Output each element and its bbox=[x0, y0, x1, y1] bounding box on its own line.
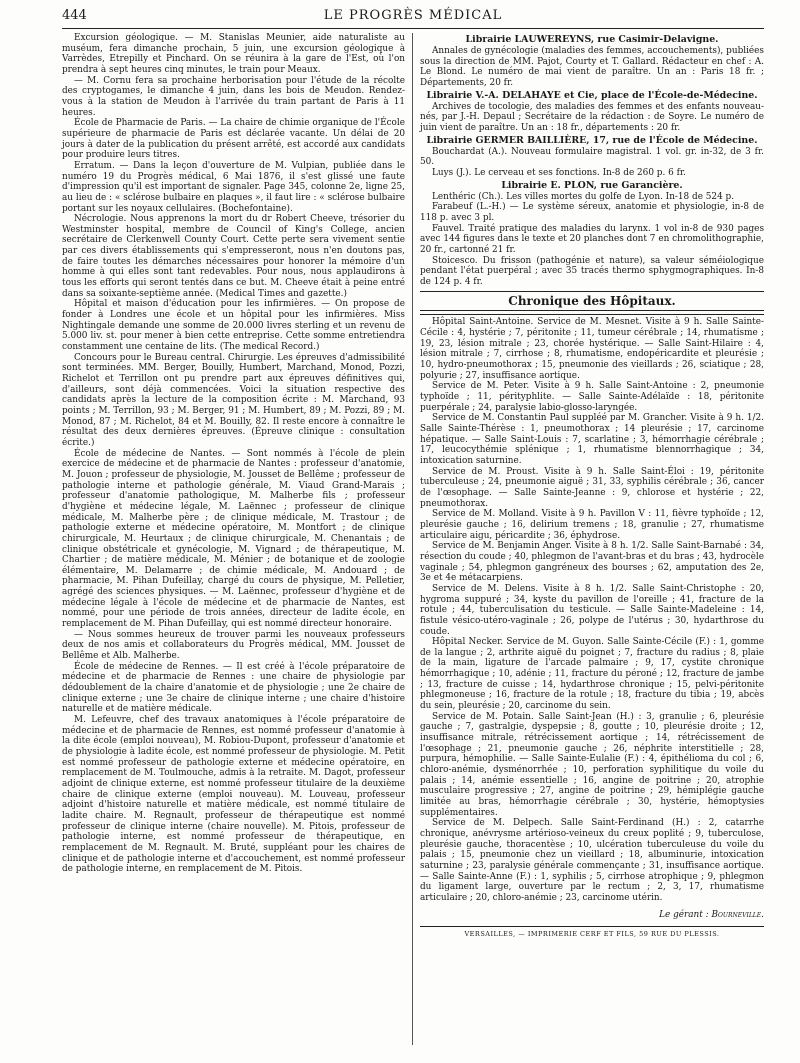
left-column bbox=[62, 33, 405, 875]
manager-signature bbox=[420, 910, 764, 921]
hospital-report: Service de M. Peter. Visite à 9 h. Salle Saint-Antoine : 2, pneumonie typhoïde ; 11, pérityphlite. — Salle Sainte-Adélaïde : 18, péritonite puerpérale ; 24, paralysie labio-glosso-laryngée. bbox=[420, 381, 764, 413]
right-column bbox=[420, 33, 764, 940]
publisher-heading: Librairie LAUWEREYNS, rue Casimir-Delavigne. bbox=[465, 34, 719, 45]
hospital-report: Hôpital Necker. Service de M. Guyon. Salle Sainte-Cécile (F.) : 1, gomme de la langue ; 2, arthrite aiguë du poignet ; 7, fracture du radius ; 8, plaie de la main, ligature de l'arcade palmaire ; 9, 17, cystite chronique hémorrhagique ; 10, adénie ; 11, fracture du péroné ; 12, fracture de jambe ; 13, fracture de cuisse ; 14, hydarthrose chronique ; 15, pelvi-péritonite phlegmoneuse ; 16, fracture de la rotule ; 18, fracture du tibia ; 19, abcès du sein, pleurésie ; 20, carcinome du sein. bbox=[420, 637, 764, 712]
page-header bbox=[62, 8, 764, 26]
hospital-report: Hôpital Saint-Antoine. Service de M. Mesnet. Visite à 9 h. Salle Sainte-Cécile : 4, hystérie ; 7, péritonite ; 11, tumeur cérébrale ; 14, rhumatisme ; 19, 23, lésion mitrale ; 23, chorée hystérique. — Salle Saint-Hilaire : 4, lésion mitrale ; 7, cirrhose ; 8, rhumatisme, endopéricardite et pleurésie ; 10, hydro-pneumothorax ; 15, pneumonie des vieillards ; 26, sciatique ; 28, polyurie ; 27, insuffisance aortique. bbox=[420, 317, 764, 381]
printer-imprint: VERSAILLES, — IMPRIMERIE CERF ET FILS, 59 RUE DU PLESSIS. bbox=[420, 926, 764, 940]
news-item: Hôpital et maison d'éducation pour les infirmières. — On propose de fonder à Londres une école et un hôpital pour les infirmières. Miss Nightingale demande une somme de 20.000 livres sterling et un revenu de 5.000 liv. st. pour mener à bien cette entreprise. Cette somme entretiendra constamment une centaine de lits. (The medical Record.) bbox=[62, 299, 405, 353]
page-number: 444 bbox=[62, 8, 87, 23]
news-item: M. Lefeuvre, chef des travaux anatomiques à l'école préparatoire de médecine et de pharmacie de Rennes, est nommé professeur d'anatomie à la dite école (emploi nouveau), M. Robiou-Dupont, professeur d'anatomie et de physiologie à ladite école, est nommé professeur de physiologie. M. Petit est nommé professeur de pathologie externe et médecine opératoire, en remplacement de M. Toulmouche, admis à la retraite. M. Dagot, professeur adjoint de clinique externe, est nommé professeur titulaire de la deuxième chaire de clinique externe (emploi nouveau). M. Louveau, professeur adjoint d'histoire naturelle et matière médicale, est nommé titulaire de ladite chaire. M. Regnault, professeur de thérapeutique est nommé professeur de clinique interne (chaire nouvelle). M. Pitois, professeur de pathologie interne, est nommé professeur de thérapeutique, en remplacement de M. Regnault. M. Bruté, suppléant pour les chaires de clinique et de pathologie interne et d'accouchement, est nommé professeur de pathologie interne, en remplacement de M. Pitois. bbox=[62, 715, 405, 875]
news-item: École de médecine de Nantes. — Sont nommés à l'école de plein exercice de médecine et de pharmacie de Nantes : professeur d'anatomie, M. Jouon ; professeur de physiologie, M. Jousset de Bellême ; professeur de pathologie interne et pathologie générale, M. Viaud Grand-Marais ; professeur d'anatomie pathologique, M. Malherbe fils ; professeur d'hygiène et médecine légale, M. Laënnec ; professeur de clinique médicale, M. Malherbe père ; de clinique médicale, M. Trastour ; de pathologie externe et médecine opératoire, M. Montfort ; de clinique chirurgicale, M. Heurtaux ; de clinique chirurgicale, M. Chenantais ; de clinique obstétricale et gynécologie, M. Vignard ; de thérapeutique, M. Chartier ; de matière médicale, M. Ménier ; de botanique et de zoologie élémentaire, M. Delamarre ; de chimie médicale, M. Andouard ; de pharmacie, M. Pihan Dufeillay, chargé du cours de physique, M. Pelletier, agrégé des sciences physiques. — M. Laënnec, professeur d'hygiène et de médecine légale à l'école de médecine et de pharmacie de Nantes, est nommé, pour une période de trois années, directeur de ladite école, en remplacement de M. Pihan Dufeillay, qui est nommé directeur honoraire. bbox=[62, 448, 405, 630]
hospital-report: Service de M. Delens. Visite à 8 h. 1/2. Salle Saint-Christophe : 20, hygroma suppuré ; 34, kyste du pavillon de l'oreille ; 41, fracture de la rotule ; 44, tuberculisation du testicule. — Salle Sainte-Madeleine : 14, fistule vésico-utéro-vaginale ; 26, polype de l'utérus ; 30, hydarthrose du coude. bbox=[420, 583, 764, 637]
manager-label: Le gérant : bbox=[659, 909, 709, 920]
header-rule bbox=[62, 28, 764, 29]
hospital-report: Service de M. Benjamin Anger. Visite à 8 h. 1/2. Salle Saint-Barnabé : 34, résection du coude ; 40, phlegmon de l'avant-bras et du bras ; 43, hydrocèle vaginale ; 54, phlegmon gangréneux des bourses ; 62, amputation des 2e, 3e et 4e métacarpiens. bbox=[420, 541, 764, 584]
hospital-report: Service de M. Potain. Salle Saint-Jean (H.) : 3, granulie ; 6, pleurésie gauche ; 7, gastralgie, dyspepsie ; 8, goutte ; 10, pleurésie droite ; 12, insuffisance mitrale, rétrécissement aortique ; 14, rétrécissement de l'œsophage ; 21, pneumonie gauche ; 26, néphrite interstitielle ; 28, purpura, hémophilie. — Salle Sainte-Eulalie (F.) : 4, épithélioma du col ; 6, chloro-anémie, dysménorrhée ; 10, perforation syphilitique du voile du palais ; 14, anémie essentielle ; 16, angine de poitrine ; 20, atrophie musculaire progressive ; 27, angine de poitrine ; 29, hémiplégie gauche limitée au bras, hémorrhagie cérébrale ; 30, hystérie, hémoptysies supplémentaires. bbox=[420, 711, 764, 818]
news-item: École de médecine de Rennes. — Il est créé à l'école préparatoire de médecine et de pharmacie de Rennes : une chaire de physiologie par dédoublement de la chaire d'anatomie et de physiologie ; une 2e chaire de clinique externe ; une 3e chaire de clinique interne ; une chaire d'histoire naturelle et de matière médicale. bbox=[62, 661, 405, 715]
journal-title: LE PROGRÈS MÉDICAL bbox=[323, 8, 503, 23]
news-item: Erratum. — Dans la leçon d'ouverture de M. Vulpian, publiée dans le numéro 19 du Progrès médical, 6 Mai 1876, il s'est glissé une faute d'impression qu'il est important de signaler. Page 345, colonne 2e, ligne 25, au lieu de : « sclérose bulbaire en plaques », il faut lire : « sclérose bulbaire portant sur les noyaux cellulaires. (Bochefontaine). bbox=[62, 160, 405, 214]
book-listing: Archives de tocologie, des maladies des femmes et des enfants nouveau-nés, par J.-H. Depaul ; Secrétaire de la rédaction : de Soyre. Le numéro de juin vient de paraître. Un an : 18 fr., départements : 20 fr. bbox=[420, 101, 764, 133]
news-item: École de Pharmacie de Paris. — La chaire de chimie organique de l'École supérieure de pharmacie de Paris est déclarée vacante. Un délai de 20 jours à dater de la publication du présent arrêté, est accordé aux candidats pour produire leurs titres. bbox=[62, 118, 405, 161]
column-divider bbox=[412, 33, 413, 1045]
news-item: Excursion géologique. — M. Stanislas Meunier, aide naturaliste au muséum, fera dimanche prochain, 5 juin, une excursion géologique à Varrèdes, Etrepilly et Pinchard. On se réunira à la gare de l'Est, où l'on prendra à sept heures cinq minutes, le train pour Meaux. bbox=[62, 33, 405, 75]
section-rule bbox=[420, 314, 764, 315]
news-item: Nécrologie. Nous apprenons la mort du dr Robert Cheeve, trésorier du Westminster hospital, membre de Council of King's College, ancien secrétaire de Clerkenwell County Court. Cette perte sera vivement sentie par ces divers établissements qui s'empresseront, nous n'en doutons pas, de faire toutes les démarches nécessaires pour honorer la mémoire d'un homme à qui elles sont tant redevables. Pour nous, nous applaudirons à tous les efforts qui seront tentés dans ce but. M. Cheeve était à peine entré dans sa soixante-septième année. (Medical Times and gazette.) bbox=[62, 214, 405, 299]
book-listing: Luys (J.). Le cerveau et ses fonctions. In-8 de 260 p. 6 fr. bbox=[432, 167, 686, 178]
book-listing: Stoicesco. Du frisson (pathogénie et nature), sa valeur séméiologique pendant l'état puerpéral ; avec 35 tracés thermo sphygmographiques. In-8 de 124 p. 4 fr. bbox=[420, 255, 764, 287]
publisher-heading: Librairie GERMER BAILLIÈRE, 17, rue de l'École de Médecine. bbox=[426, 134, 758, 146]
section-title: Chronique des Hôpitaux. bbox=[420, 291, 764, 311]
hospital-report: Service de M. Proust. Visite à 9 h. Salle Saint-Éloi : 19, péritonite tuberculeuse ; 24, pneumonie aiguë ; 31, 33, syphilis cérébrale ; 36, cancer de l'œsophage. — Salle Sainte-Jeanne : 9, chlorose et hystérie ; 22, pneumothorax. bbox=[420, 466, 764, 509]
news-item: — Nous sommes heureux de trouver parmi les nouveaux professeurs deux de nos amis et collaborateurs du Progrès médical, MM. Jousset de Bellême et Alb. Malherbe. bbox=[62, 629, 405, 662]
hospital-report: Service de M. Molland. Visite à 9 h. Pavillon V : 11, fièvre typhoïde ; 12, pleurésie gauche ; 16, delirium tremens ; 18, granulie ; 27, rhumatisme articulaire aigu, péricardite ; 36, éphydrose. bbox=[420, 509, 764, 541]
book-listing: Annales de gynécologie (maladies des femmes, accouchements), publiées sous la direction de MM. Pajot, Courty et T. Gallard. Rédacteur en chef : A. Le Blond. Le numéro de mai vient de paraître. Un an : Paris 18 fr. ; Départements, 20 fr. bbox=[420, 46, 764, 88]
publisher-heading: Librairie E. PLON, rue Garancière. bbox=[501, 179, 683, 191]
manager-name: Bourneville. bbox=[711, 909, 764, 920]
book-listing: Fauvel. Traité pratique des maladies du larynx. 1 vol in-8 de 930 pages avec 144 figures dans le texte et 20 planches dont 7 en chromolithographie, 20 fr., cartonné 21 fr. bbox=[420, 223, 764, 255]
hospital-report: Service de M. Constantin Paul suppléé par M. Grancher. Visite à 9 h. 1/2. Salle Sainte-Thérèse : 1, pneumothorax ; 14 pleurésie ; 17, carcinome hépatique. — Salle Saint-Louis : 7, scarlatine ; 3, hémorrhagie cérébrale ; 17, leucocythémie splénique ; 1, rhumatisme blennorrhagique ; 34, intoxication saturnine. bbox=[420, 413, 764, 466]
news-item: Concours pour le Bureau central. Chirurgie. Les épreuves d'admissibilité sont terminées. MM. Berger, Bouilly, Humbert, Marchand, Monod, Pozzi, Richelot et Terrillon ont pu prendre part aux épreuves définitives qui, d'ailleurs, sont déjà commencées. Voici la situation respective des candidats après la lecture de la composition écrite : M. Marchand, 93 points ; M. Terrillon, 93 ; M. Berger, 91 ; M. Humbert, 89 ; M. Pozzi, 89 ; M. Monod, 87 ; M. Richelot, 84 et M. Bouilly, 82. Il reste encore à connaître le résultat des deux dernières épreuves. (Épreuve clinique : consultation écrite.) bbox=[62, 352, 405, 448]
news-item: — M. Cornu fera sa prochaine herborisation pour l'étude de la récolte des cryptogames, le dimanche 4 juin, dans les bois de Meudon. Rendez-vous à la station de Meudon à l'arrivée du train partant de Paris à 11 heures. bbox=[62, 75, 405, 118]
book-listing: Bouchardat (A.). Nouveau formulaire magistral. 1 vol. gr. in-32, de 3 fr. 50. bbox=[420, 146, 764, 168]
book-listing: Lenthéric (Ch.). Les villes mortes du golfe de Lyon. In-18 de 524 p. bbox=[432, 191, 735, 202]
publisher-heading: Librairie V.-A. DELAHAYE et Cie, place de l'École-de-Médecine. bbox=[426, 89, 758, 101]
hospital-report: Service de M. Delpech. Salle Saint-Ferdinand (H.) : 2, catarrhe chronique, anévrysme artérioso-veineux du creux poplité ; 9, tuberculose, pleurésie gauche, thoracentèse ; 10, ulcération tuberculeuse du voile du palais ; 15, pneumonie chez un vieillard ; 18, albuminurie, intoxication saturnine ; 23, paralysie générale commençante ; 31, insuffisance aortique. — Salle Sainte-Anne (F.) : 1, syphilis ; 5, cirrhose atrophique ; 9, phlegmon du ligament large, ouverture par le rectum ; 2, 3, 17, rhumatisme articulaire ; 20, chloro-anémie ; 23, carcinome utérin. bbox=[420, 818, 764, 903]
book-listing: Farabeuf (L.-H.) — Le système séreux, anatomie et physiologie, in-8 de 118 p. avec 3 pl. bbox=[420, 202, 764, 223]
